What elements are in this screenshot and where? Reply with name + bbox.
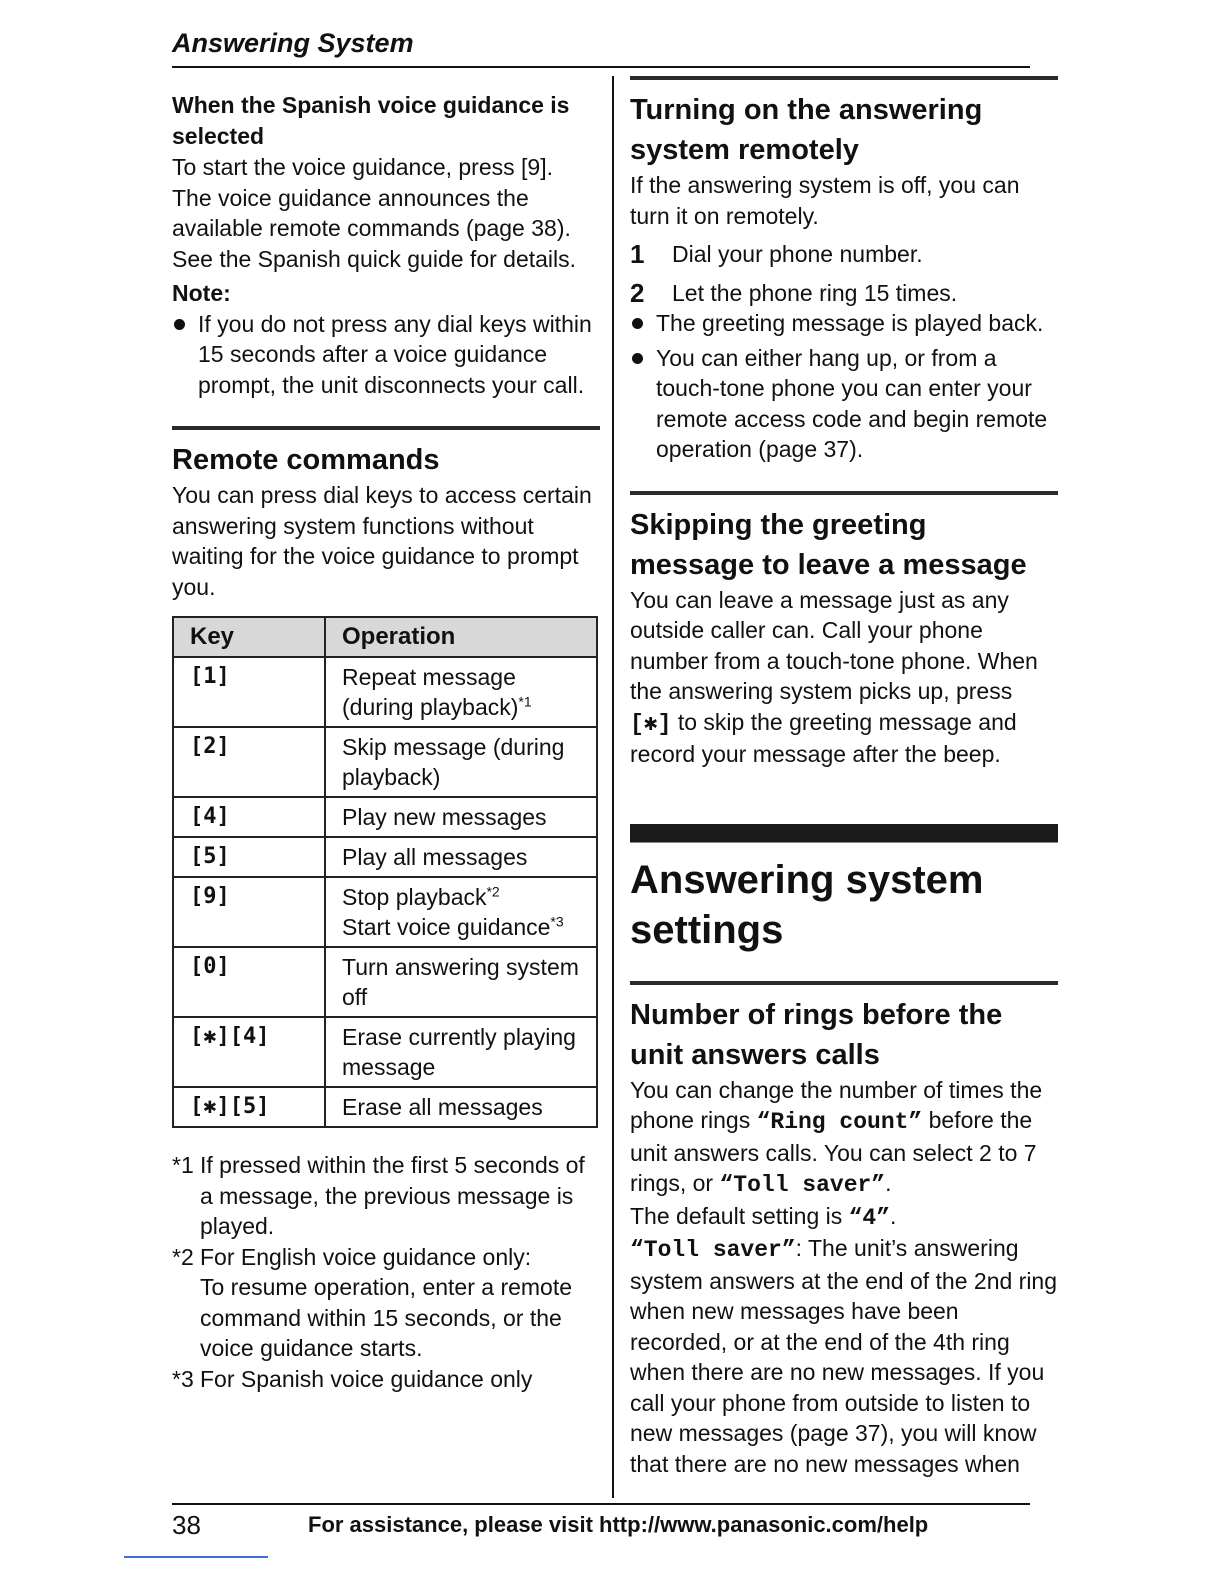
skip-greeting-text [630,585,1058,770]
key-cell: [0] [173,947,325,1017]
key-cell: [4] [173,797,325,837]
right-column [630,76,1058,1479]
note-bullet: If you do not press any dial keys within 15 seconds after a voice guidance prompt, the unit disconnects your call. [172,309,600,401]
page-header-title: Answering System [172,28,414,58]
rings-text: before the unit answers calls. You can select 2 to 7 rings, or [630,1107,1037,1196]
footnote-text: For English voice guidance only: [200,1243,532,1270]
chapter-rule [630,824,1058,843]
step-item [630,239,1058,270]
section-rule [630,981,1058,985]
star-key: [✱] [630,710,672,737]
footnote-ref: *3 [550,913,564,930]
column-divider [612,76,614,1498]
rings-text: . [885,1170,892,1196]
footnote-ref: *1 [518,693,532,710]
footnote-mark: *2 [172,1243,194,1270]
default-setting [630,1201,1058,1234]
default-text: . [890,1202,897,1229]
answering-settings-title: Answering system settings [630,857,984,952]
table-row [173,727,597,797]
step2-bullet: You can either hang up, or from a touch-tone phone you can enter your remote access code and begin remote operation (page 37). [630,343,1058,465]
operation-cell [325,877,597,947]
section-rule [172,426,600,430]
step2-bullets [630,308,1058,465]
page-number: 38 [172,1510,201,1540]
table-row [173,797,597,837]
table-row [173,657,597,727]
footnote-mark: *1 [172,1152,194,1178]
footnote-mark: *3 [172,1365,194,1392]
table-header-row [173,617,597,657]
rings-title: Number of rings before the unit answers calls [630,998,1003,1071]
operation-cell: Erase all messages [325,1087,597,1127]
note-label: Note: [172,280,231,306]
toll-saver-paragraph [630,1233,1058,1479]
toll-saver-label: “Toll saver” [719,1172,886,1198]
table-header-operation: Operation [325,617,597,657]
key-cell: [5] [173,837,325,877]
default-value: “4” [848,1204,891,1231]
toll-saver-text: : The unit’s answering system answers at the end of the 2nd ring when new messages have been recorded, or at the end of the 4th ring when there are no new messages. If you call your phone from outside to listen to new messages (page 37), you will know that there are no new messages when [630,1235,1058,1477]
footnotes [172,1150,600,1394]
operation-text: Start voice guidance [342,914,551,940]
step-number: 2 [630,277,645,308]
step-item [630,278,1058,309]
footnote-body [200,1242,600,1364]
footer-rule [172,1503,1030,1505]
operation-cell: Play all messages [325,837,597,877]
table-row [173,877,597,947]
header-rule [172,66,1030,68]
toll-saver-label: “Toll saver” [630,1237,796,1263]
key-cell: [✱][4] [173,1017,325,1087]
spanish-paragraph: To start the voice guidance, press [9]. [172,154,553,180]
remote-commands-title: Remote commands [172,444,440,476]
footnote [172,1242,600,1364]
remote-commands-intro: You can press dial keys to access certain answering system functions without waiting for the voice guidance to prompt you. [172,482,592,600]
operation-cell: Play new messages [325,797,597,837]
table-row [173,1087,597,1127]
step2-bullet: The greeting message is played back. [630,308,1058,339]
operation-cell [325,657,597,727]
step-text: Let the phone ring 15 times. [672,279,958,306]
spanish-paragraph: See the Spanish quick guide for details. [172,245,577,272]
section-rule [630,491,1058,495]
step-text: Dial your phone number. [672,241,923,267]
left-column [172,90,600,1394]
footnote-ref: *2 [486,883,500,900]
table-row [173,837,597,877]
key-cell: [9] [173,877,325,947]
footnote [172,1364,600,1395]
operation-cell: Turn answering system off [325,947,597,1017]
footnote-text: For Spanish voice guidance only [200,1365,533,1392]
link-underline [124,1556,268,1558]
table-row [173,1017,597,1087]
section-rule [630,76,1058,80]
footnote [172,1150,600,1242]
spanish-guidance-heading: When the Spanish voice guidance is selected [172,92,570,149]
step-number: 1 [630,239,645,269]
assistance-footer: For assistance, please visit http://www.panasonic.com/help [308,1512,929,1537]
table-header-key: Key [173,617,325,657]
default-text: The default setting is [630,1202,843,1229]
skip-text: You can leave a message just as any outside caller can. Call your phone number from a touch-tone phone. When the answering system picks up, press [630,586,1038,704]
rings-text: You can change the number of times the phone rings [630,1076,1043,1133]
operation-text: Stop playback [342,884,487,910]
turn-on-intro: If the answering system is off, you can turn it on remotely. [630,172,1020,229]
spanish-paragraph: The voice guidance announces the available remote commands (page 38). [172,184,571,241]
table-row [173,947,597,1017]
ring-count-label: “Ring count” [756,1109,923,1135]
footnote-text: To resume operation, enter a remote command within 15 seconds, or the voice guidance starts. [200,1274,573,1361]
key-cell: [2] [173,727,325,797]
skip-greeting-title: Skipping the greeting message to leave a message [630,508,1027,581]
skip-text: to skip the greeting message and record your message after the beep. [630,708,1017,767]
operation-cell: Erase currently playing message [325,1017,597,1087]
key-cell: [✱][5] [173,1087,325,1127]
operation-cell: Skip message (during playback) [325,727,597,797]
rings-paragraph [630,1075,1058,1201]
operation-text: Repeat message (during playback) [342,664,519,720]
key-cell: [1] [173,657,325,727]
remote-commands-table [172,616,598,1128]
turn-on-remotely-title: Turning on the answering system remotely [630,94,983,166]
note-list [172,309,600,401]
footnote-text: If pressed within the first 5 seconds of a message, the previous message is played. [200,1152,585,1239]
